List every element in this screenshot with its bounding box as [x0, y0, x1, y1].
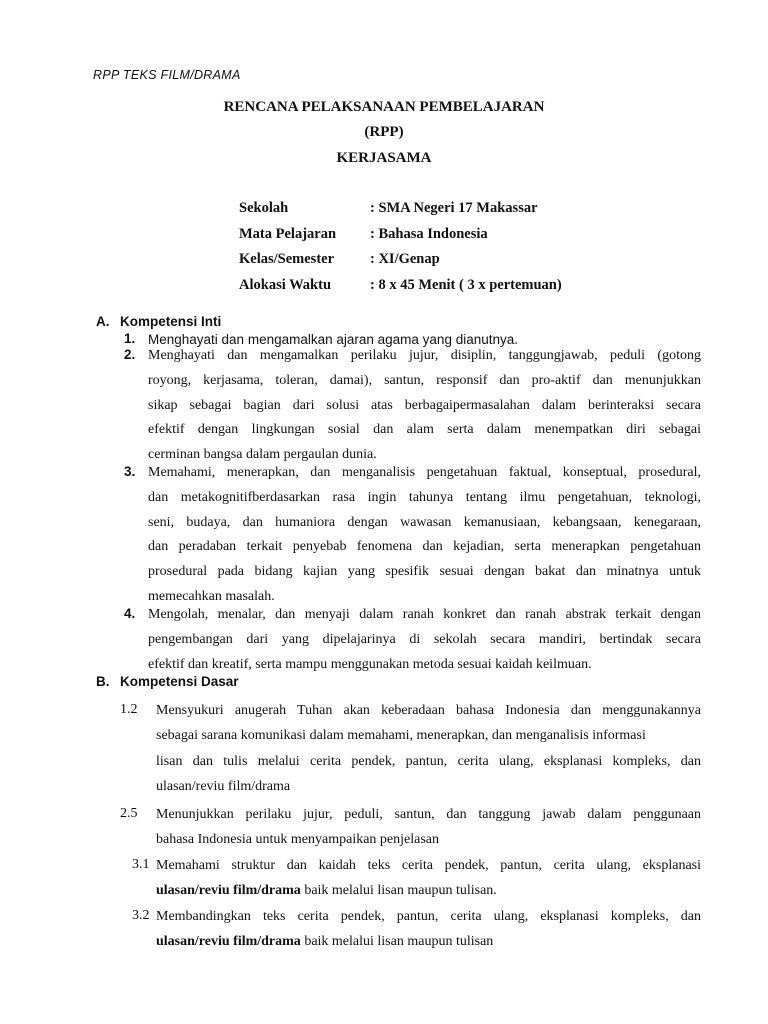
ki-2-line: Menghayati dan mengamalkan perilaku jujur, disiplin, tanggungjawab, peduli (gotong [148, 348, 701, 363]
ki-3-text [148, 464, 701, 613]
section-b-letter: B. [96, 674, 110, 689]
kd-3-2-rest: baik melalui lisan maupun tulisan [300, 934, 494, 950]
ki-4-line: efektif dan kreatif, serta mampu menggunakan metoda sesuai kaidah keilmuan. [148, 656, 592, 672]
identity-label-subject: Mata Pelajaran [239, 226, 337, 242]
kd-3-2-line [156, 933, 701, 958]
doc-theme: KERJASAMA [336, 150, 432, 166]
identity-label-class: Kelas/Semester [239, 251, 335, 267]
ki-3-line: prosedural pada bidang kajian yang spesifik sesuai dengan bakat dan minatnya untuk [148, 564, 701, 580]
kd-3-2-number: 3.2 [132, 908, 150, 923]
section-b-heading [96, 674, 239, 689]
doc-title: RENCANA PELAKSANAAN PEMBELAJARAN [223, 99, 545, 115]
ki-2-line: cerminan bangsa dalam pergaulan dunia. [148, 447, 377, 463]
ki-2-line: royong, kerjasama, toleran, damai), santun, responsif dan pro-aktif dan menunjukkan [148, 372, 701, 388]
identity-value-time: : 8 x 45 Menit ( 3 x pertemuan) [370, 277, 562, 293]
kd-1-2-line: lisan dan tulis melalui cerita pendek, pantun, cerita ulang, eksplanasi kompleks, dan [156, 753, 701, 769]
ki-3-line: dan peradaban terkait penyebab fenomena dan kejadian, serta menerapkan pengetahuan [148, 539, 701, 555]
ki-3-line: seni, budaya, dan humaniora dengan wawasan kemanusiaan, kebangsaan, kenegaraan, [148, 514, 701, 530]
kd-2-5-line: Menunjukkan perilaku jujur, peduli, santun, dan tanggung jawab dalam penggunaan [156, 807, 701, 822]
ki-2-line: efektif dengan lingkungan sosial dan alam serta dalam menempatkan diri sebagai [148, 422, 701, 438]
identity-value-subject: : Bahasa Indonesia [370, 226, 488, 242]
ki-4-text [148, 606, 701, 673]
header-note: RPP TEKS FILM/DRAMA [93, 68, 241, 82]
ki-4-line: Mengolah, menalar, dan menyaji dalam ranah konkret dan ranah abstrak terkait dengan [148, 607, 701, 622]
identity-label-school: Sekolah [239, 200, 289, 216]
ki-4-line: pengembangan dari yang dipelajarinya di sekolah secara mandiri, bertindak secara [148, 631, 701, 647]
kd-3-2-line: Membandingkan teks cerita pendek, pantun, cerita ulang, eksplanasi kompleks, dan [156, 909, 701, 924]
kd-2-5-line: bahasa Indonesia untuk menyampaikan penjelasan [156, 832, 440, 848]
kd-3-1-line: Memahami struktur dan kaidah teks cerita pendek, pantun, cerita ulang, eksplanasi [156, 858, 701, 873]
ki-2-line: sikap sebagai bagian dari solusi atas berbagaipermasalahan dalam berinteraksi secara [148, 397, 701, 413]
kd-1-2-line: sebagai sarana komunikasi dalam memahami, menerapkan, dan menganalisis informasi [156, 728, 646, 744]
kd-1-2-line: Mensyukuri anugerah Tuhan akan keberadaan bahasa Indonesia dan menggunakannya [156, 703, 701, 718]
kd-1-2-text [156, 702, 701, 803]
kd-1-2-number: 1.2 [120, 702, 138, 717]
ki-1-text [148, 331, 701, 348]
ki-4-number: 4. [124, 606, 136, 621]
kd-3-1-number: 3.1 [132, 857, 150, 872]
kd-3-2-text [156, 908, 701, 959]
kd-2-5-text [156, 806, 701, 857]
kd-3-1-line [156, 882, 701, 907]
kd-1-2-line: ulasan/reviu film/drama [156, 778, 291, 794]
section-a-title: Kompetensi Inti [120, 314, 222, 329]
ki-3-line: dan metakognitifberdasarkan rasa ingin tahunya tentang ilmu pengetahuan, teknologi, [148, 489, 701, 505]
ki-2-number: 2. [124, 347, 136, 362]
ki-1-number: 1. [124, 331, 136, 346]
ki-2-text [148, 347, 701, 471]
kd-3-1-rest: baik melalui lisan maupun tulisan. [300, 883, 497, 899]
kd-3-2-emphasis: ulasan/reviu film/drama [156, 934, 301, 950]
identity-value-class: : XI/Genap [370, 251, 440, 267]
doc-subtitle: (RPP) [364, 124, 404, 140]
ki-3-number: 3. [124, 464, 136, 479]
identity-value-school: : SMA Negeri 17 Makassar [370, 200, 538, 216]
section-a-heading [96, 314, 221, 329]
identity-label-time: Alokasi Waktu [239, 277, 332, 293]
ki-3-line: memecahkan masalah. [148, 588, 275, 604]
section-a-letter: A. [96, 314, 110, 329]
ki-1-line: Menghayati dan mengamalkan ajaran agama yang dianutnya. [148, 332, 518, 347]
kd-2-5-number: 2.5 [120, 806, 138, 821]
kd-3-1-emphasis: ulasan/reviu film/drama [156, 883, 301, 899]
ki-3-line: Memahami, menerapkan, dan menganalisis pengetahuan faktual, konseptual, prosedural, [148, 465, 701, 480]
section-b-title: Kompetensi Dasar [120, 674, 239, 689]
kd-3-1-text [156, 857, 701, 908]
